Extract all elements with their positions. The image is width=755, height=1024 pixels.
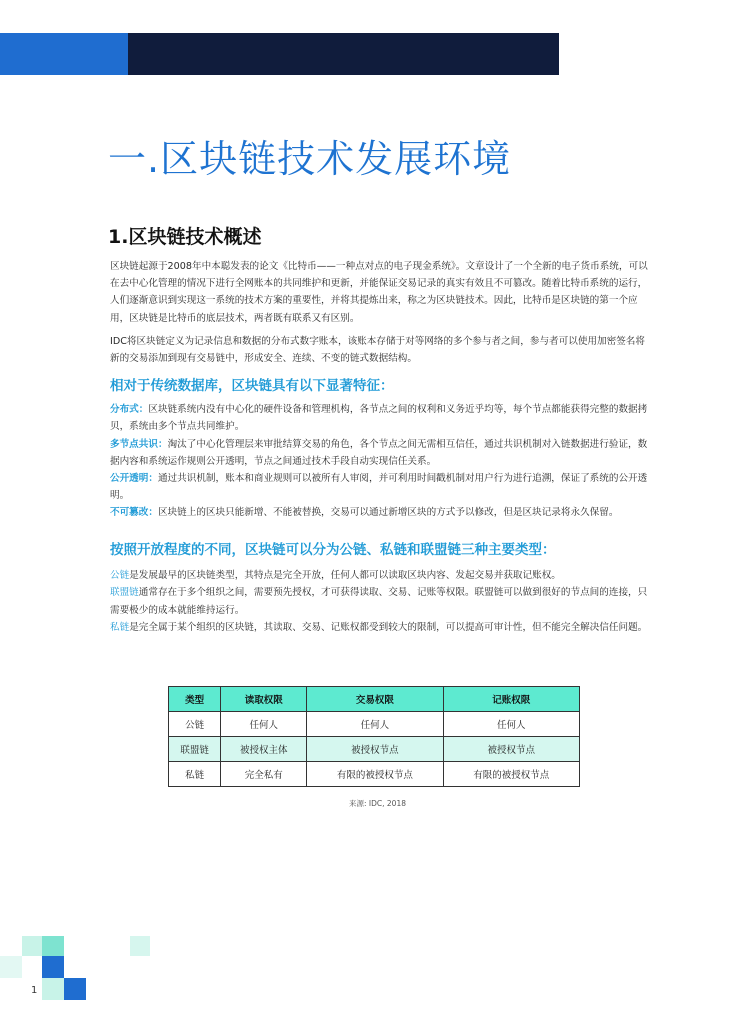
features-block xyxy=(110,378,652,522)
decorative-square xyxy=(64,978,86,1000)
table-cell: 任何人 xyxy=(443,712,579,737)
blockchain-types-table xyxy=(168,686,580,787)
table-header-cell: 记账权限 xyxy=(443,687,579,712)
section-title: 1.区块链技术概述 xyxy=(108,226,262,248)
type-item-consortium xyxy=(110,584,652,618)
feature-term: 分布式： xyxy=(110,404,149,416)
feature-item-distributed xyxy=(110,401,652,435)
table-cell: 完全私有 xyxy=(221,762,307,787)
table-cell: 被授权主体 xyxy=(221,737,307,762)
types-heading: 按照开放程度的不同，区块链可以分为公链、私链和联盟链三种主要类型： xyxy=(110,542,556,558)
table-cell: 任何人 xyxy=(307,712,443,737)
table-cell: 公链 xyxy=(169,712,221,737)
table-cell: 被授权节点 xyxy=(443,737,579,762)
type-item-public xyxy=(110,567,652,584)
decorative-square xyxy=(0,956,22,978)
page-number: 1 xyxy=(31,985,38,996)
type-text: 是完全属于某个组织的区块链，其读取、交易、记账权都受到较大的限制，可以提高可审计性，但不能完全解决信任问题。 xyxy=(129,621,648,633)
table-header-cell: 类型 xyxy=(169,687,221,712)
feature-term: 公开透明： xyxy=(110,473,158,485)
feature-term: 多节点共识： xyxy=(110,438,168,450)
table-cell: 私链 xyxy=(169,762,221,787)
table-cell: 有限的被授权节点 xyxy=(307,762,443,787)
table-cell: 有限的被授权节点 xyxy=(443,762,579,787)
header-dark-bar xyxy=(128,33,559,75)
table-source-note: 来源: IDC, 2018 xyxy=(349,799,406,808)
table-header-cell: 交易权限 xyxy=(307,687,443,712)
type-term: 联盟链 xyxy=(110,587,139,599)
header-accent-bar xyxy=(0,33,128,75)
table-row xyxy=(169,762,580,787)
decorative-square xyxy=(42,978,64,1000)
feature-text: 通过共识机制，账本和商业规则可以被所有人审阅，并可利用时间戳机制对用户行为进行追溯，保证了系统的公开透明。 xyxy=(110,473,648,502)
type-text: 是发展最早的区块链类型，其特点是完全开放，任何人都可以读取区块内容、发起交易并获取记账权。 xyxy=(129,570,561,582)
feature-item-immutable xyxy=(110,504,652,521)
decorative-square xyxy=(22,936,42,956)
table-cell: 任何人 xyxy=(221,712,307,737)
feature-term: 不可篡改： xyxy=(110,507,158,519)
type-term: 私链 xyxy=(110,621,130,633)
table-row xyxy=(169,712,580,737)
type-term: 公链 xyxy=(110,570,130,582)
type-item-private xyxy=(110,619,652,636)
table-header-row xyxy=(169,687,580,712)
decorative-square xyxy=(42,956,64,978)
type-text: 通常存在于多个组织之间，需要预先授权，才可获得读取、交易、记账等权限。联盟链可以做到很好的节点间的连接，只需要极少的成本就能维持运行。 xyxy=(110,587,648,616)
table-cell: 联盟链 xyxy=(169,737,221,762)
feature-text: 淘汰了中心化管理层来审批结算交易的角色，各个节点之间无需相互信任，通过共识机制对入链数据进行验证，数据内容和系统运作规则公开透明，节点之间通过技术手段自动实现信任关系。 xyxy=(110,438,648,467)
intro-paragraph-1: 区块链起源于2008年中本聪发表的论文《比特币——一种点对点的电子现金系统》。文章设计了一个全新的电子货币系统，可以在去中心化管理的情况下进行全网账本的共同维护和更新，并能保证交易记录的真实有效且不可篡改。随着比特币系统的运行，人们逐渐意识到实现这一系统的技术方案的重要性，并将其提炼出来，称之为区块链技术。因此，比特币是区块链的第一个应用，区块链是比特币的底层技术，两者既有联系又有区别。 xyxy=(110,261,648,324)
table-cell: 被授权节点 xyxy=(307,737,443,762)
intro-paragraph-2: IDC将区块链定义为记录信息和数据的分布式数字账本，该账本存储于对等网络的多个参与者之间，参与者可以使用加密签名将新的交易添加到现有交易链中，形成安全、连续、不变的链式数据结构。 xyxy=(110,335,645,365)
intro-block xyxy=(110,258,652,367)
feature-item-consensus xyxy=(110,436,652,470)
table-header-cell: 读取权限 xyxy=(221,687,307,712)
feature-text: 区块链上的区块只能新增、不能被替换，交易可以通过新增区块的方式予以修改，但是区块记录将永久保留。 xyxy=(157,507,619,519)
feature-text: 区块链系统内没有中心化的硬件设备和管理机构，各节点之间的权利和义务近乎均等，每个节点都能获得完整的数据拷贝，系统由多个节点共同维护。 xyxy=(110,404,648,433)
chapter-title: 一.区块链技术发展环境 xyxy=(108,137,512,181)
table-row xyxy=(169,737,580,762)
decorative-square xyxy=(42,936,64,956)
types-block xyxy=(110,542,652,636)
decorative-square xyxy=(130,936,150,956)
features-heading: 相对于传统数据库，区块链具有以下显著特征： xyxy=(110,378,394,394)
feature-item-transparent xyxy=(110,470,652,504)
